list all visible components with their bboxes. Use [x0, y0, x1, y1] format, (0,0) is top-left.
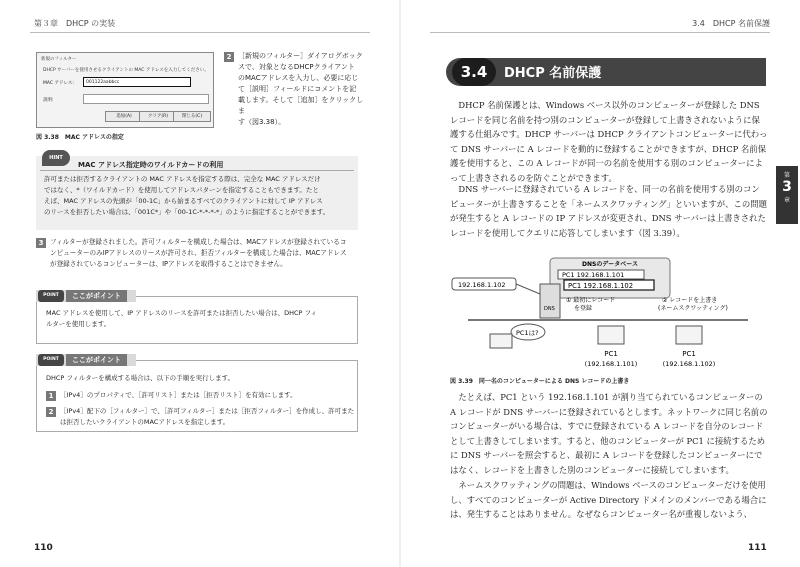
close-button[interactable]: 閉じる(C): [173, 111, 211, 122]
step-number-2: 2: [224, 52, 234, 62]
step-2-text: ［新規のフィルター］ダイアログボック スで、対象となるDHCPクライアント のMACアドレスを入力し、必要に応じ て［説明］フィールドにコメントを記 載します。そして［追加］をクリックしま す（図3.38）。: [238, 52, 364, 126]
hint-title: MAC アドレス指定時のワイルドカードの利用: [78, 161, 224, 169]
description-input[interactable]: [83, 94, 209, 104]
pc1-a-name: PC1: [604, 350, 618, 358]
left-header-rule: [30, 32, 370, 33]
right-header-rule: [430, 32, 770, 33]
point-2-step-2-text: ［IPv4］配下の［フィルター］で、［許可フィルター］または［拒否フィルター］を作成し、許可また は拒否したいクライアントのMACアドレスを指定します。: [60, 407, 355, 426]
add-button[interactable]: 追加(A): [105, 111, 143, 122]
figure-caption-3-39: 図 3.39 同一名のコンピューターによる DNS レコードの上書き: [450, 378, 630, 385]
point-2-step-1-number: 1: [46, 391, 56, 401]
dns-server-icon: [540, 284, 560, 318]
point-2-step-1-text: ［IPv4］のプロパティで、［許可リスト］または［拒否リスト］を有効にします。: [60, 391, 297, 399]
step-2-label-cont: (ネームスクワッティング): [658, 305, 728, 312]
step-2-label: ② レコードを上書き: [662, 297, 718, 304]
query-ip: 192.168.1.102: [458, 281, 506, 289]
point-1-body: MAC アドレスを使用して、IP アドレスのリースを許可または拒否したい場合は、DHCP フィ ルターを使用します。: [46, 309, 318, 328]
hint-body: 許可または拒否するクライアントの MAC アドレスを指定する際は、完全な MAC アドレスだけ ではなく、*（ワイルドカード）を使用してアドレスパターンを指定することもできます。たと えば、MAC アドレスの先頭が「00-1C」から始まるすべてのクライアントに対して IP アドレス のリースを拒否したい場合は、「001C*」や「00-1C-*-*-*-*」のように指定することができます。: [44, 175, 330, 216]
step-1-label: ① 最初にレコード: [566, 297, 616, 304]
step-3-text: フィルターが登録されました。許可フィルターを構成した場合は、MACアドレスが登録されているコ ンピューターのみIPアドレスのリースが許可され、拒否フィルターを構成した場合は、MACアドレス が登録されているコンピューターは、IPアドレスを取得することはできません。: [50, 238, 347, 268]
record-2: PC1 192.168.1.102: [568, 282, 634, 290]
dialog-instruction: DHCP サーバーを使用させるクライアントの MAC アドレスを入力してください。: [43, 68, 209, 73]
mac-address-label: MAC アドレス:: [43, 81, 74, 86]
paragraph-4: ネームスクワッティングの問題は、Windows ベースのコンピューターだけを使用し、すべてのコンピューターが Active Directory ドメインのメンバーである場合には、発生することはありません。なぜならコンピューター名が重複しないよう、: [450, 480, 767, 519]
left-page-number: 110: [34, 543, 53, 553]
mac-address-input[interactable]: 001122aabbcc: [83, 77, 191, 87]
dns-overwrite-diagram: [448, 254, 766, 372]
point-2-intro: DHCP フィルターを構成する場合は、以下の手順を実行します。: [46, 374, 235, 382]
new-filter-dialog: [36, 52, 214, 128]
description-label: 説明:: [43, 98, 54, 103]
pc1-b-icon: [676, 326, 702, 344]
question-text: PC1は?: [516, 329, 539, 337]
pc1-a-icon: [598, 326, 624, 344]
query-arrow: [516, 284, 540, 294]
client-laptop-icon: [490, 334, 512, 348]
point-badge-1: POINT: [38, 290, 64, 302]
dialog-title: 新規のフィルター: [41, 57, 77, 62]
paragraph-2: DNS サーバーに登録されている A レコードを、同一の名前を使用する別のコンピューターが上書きすることを「ネームスクワッティング」といいますが、この問題が発生すると A レコードの IP アドレスが変更され、DNS サーバーは上書きされたレコードを使用してクエリに応答してしまいます（図 3.39）。: [450, 184, 767, 238]
hint-badge: HINT: [42, 150, 70, 166]
figure-caption-3-38: 図 3.38 MAC アドレスの指定: [36, 134, 124, 141]
pc1-b-ip: (192.168.1.102): [662, 360, 716, 368]
paragraph-3: たとえば、PC1 という 192.168.1.101 が割り当てられているコンピューターの A レコードが DNS サーバーに登録されているとします。ネットワークに同じ名前のコンピューターがいる場合は、すでに登録されている A レコードを自分のレコードとして上書きしてしまいます。すると、他のコンピューターが PC1 に接続するために DNS サーバーを照会すると、最初に A レコードを登録したコンピューターにではなく、レコードを上書きした別のコンピューターに接続してしまいます。: [450, 392, 768, 475]
hint-divider: [40, 170, 354, 171]
pc1-a-ip: (192.168.1.101): [584, 360, 638, 368]
section-title: DHCP 名前保護: [504, 66, 602, 81]
right-page-number: 111: [748, 543, 767, 553]
step-number-3: 3: [36, 238, 46, 248]
point-2-step-2-number: 2: [46, 407, 56, 417]
right-running-header: 3.4 DHCP 名前保護: [692, 19, 770, 28]
page-gutter: [399, 0, 401, 567]
section-number: 3.4: [452, 58, 496, 86]
dns-database-label: DNSのデータベース: [581, 261, 639, 268]
record-1: PC1 192.168.1.101: [562, 271, 625, 279]
point-badge-2: POINT: [38, 354, 64, 366]
dns-server-label: DNS: [544, 306, 555, 312]
clear-button[interactable]: クリア(R): [139, 111, 177, 122]
step-1-label-cont: を登録: [574, 305, 593, 312]
pc1-b-name: PC1: [682, 350, 696, 358]
point-label-1: ここがポイント: [66, 290, 127, 302]
paragraph-1: DHCP 名前保護とは、Windows ベース以外のコンピューターが登録した DNS レコードを同じ名前を持つ別のコンピューターが登録して上書きされないように保護する仕組みです。DHCP サーバーは DHCP クライアントコンピューターに代わって DNS サーバーに A レコードを動的に登録することができますが、DHCP 名前保護を使用すると、この A レコードが同一の名前を使用する別のコンピューターによって上書きされるのを防ぐことができます。: [450, 100, 768, 183]
point-label-2: ここがポイント: [66, 354, 127, 366]
chapter-side-tab: 第 3 章: [776, 166, 798, 224]
left-running-header: 第３章 DHCP の実装: [34, 19, 116, 28]
